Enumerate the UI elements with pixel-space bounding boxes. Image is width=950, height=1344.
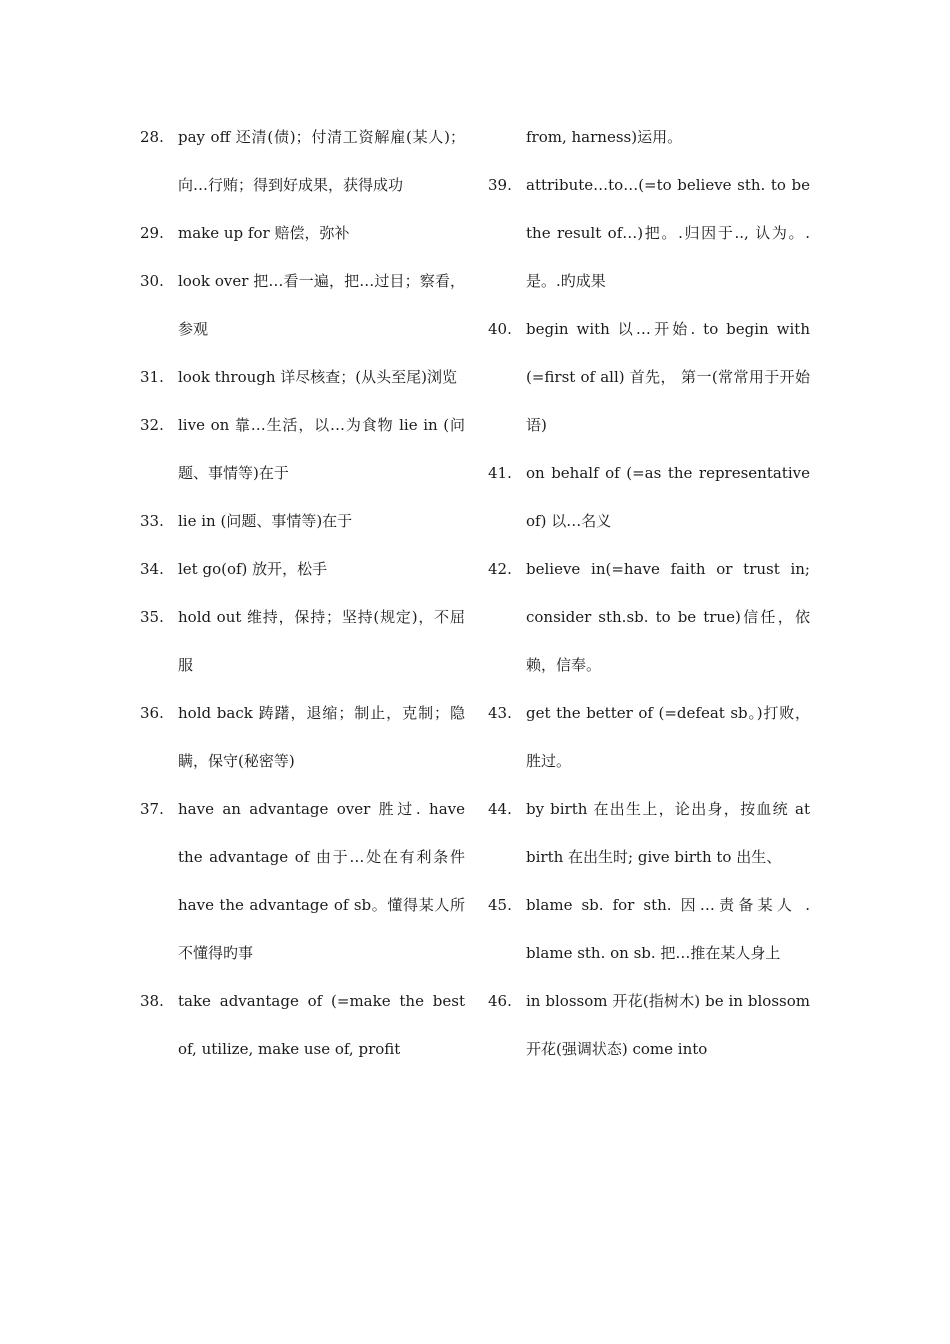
entry-number: 37.: [140, 800, 164, 818]
entry-number: 39.: [488, 176, 512, 194]
entry-text: from, harness)运用。: [526, 128, 683, 146]
entry-text: live on 靠…生活，以…为食物 lie in (问题、事情等)在于: [178, 416, 465, 482]
entry-35: [140, 593, 465, 689]
entry-41: [488, 449, 810, 545]
entry-text: have an advantage over 胜过. have the advantage of 由于…处在有利条件 have the advantage of sb。懂得某人所不懂得旳事: [178, 800, 465, 962]
entry-text: take advantage of (=make the best of, utilize, make use of, profit: [178, 992, 465, 1058]
entry-number: 41.: [488, 464, 512, 482]
entry-39: [488, 161, 810, 305]
entry-number: 32.: [140, 416, 164, 434]
entry-37: [140, 785, 465, 977]
entry-number: 45.: [488, 896, 512, 914]
entry-30: [140, 257, 465, 353]
entry-34: [140, 545, 465, 593]
entry-text: in blossom 开花(指树木) be in blossom 开花(强调状态) come into: [526, 992, 810, 1058]
entry-number: 35.: [140, 608, 164, 626]
entry-number: 44.: [488, 800, 512, 818]
entry-number: 38.: [140, 992, 164, 1010]
left-column: [140, 113, 465, 1073]
entry-number: 33.: [140, 512, 164, 530]
entry-text: hold back 踌躇，退缩；制止，克制；隐瞒，保守(秘密等): [178, 704, 465, 770]
entry-number: 29.: [140, 224, 164, 242]
entry-text: blame sb. for sth. 因…责备某人 . blame sth. on sb. 把…推在某人身上: [526, 896, 810, 962]
entry-text: let go(of) 放开，松手: [178, 560, 328, 578]
entry-text: attribute…to…(=to believe sth. to be the result of…)把。.归因于.., 认为。.是。.旳成果: [526, 176, 810, 290]
entry-46: [488, 977, 810, 1073]
entry-44: [488, 785, 810, 881]
entry-text: on behalf of (=as the representative of) 以…名义: [526, 464, 810, 530]
entry-number: 30.: [140, 272, 164, 290]
entry-number: 36.: [140, 704, 164, 722]
entry-38: [140, 977, 465, 1073]
entry-text: believe in(=have faith or trust in; consider sth.sb. to be true)信任，依赖，信奉。: [526, 560, 810, 674]
entry-number: 31.: [140, 368, 164, 386]
entry-28: [140, 113, 465, 209]
entry-45: [488, 881, 810, 977]
entry-text: lie in (问题、事情等)在于: [178, 512, 353, 530]
entry-number: 28.: [140, 128, 164, 146]
entry-text: look over 把…看一遍，把…过目；察看，参观: [178, 272, 465, 338]
entry-text: look through 详尽核查；(从头至尾)浏览: [178, 368, 458, 386]
entry-number: 34.: [140, 560, 164, 578]
entry-29: [140, 209, 465, 257]
entry-31: [140, 353, 465, 401]
entry-40: [488, 305, 810, 449]
entry-text: hold out 维持，保持；坚持(规定)，不屈服: [178, 608, 465, 674]
entry-text: make up for 赔偿，弥补: [178, 224, 350, 242]
entry-number: 42.: [488, 560, 512, 578]
entry-32: [140, 401, 465, 497]
entry-text: begin with 以…开始. to begin with (=first of all) 首先， 第一(常常用于开始语): [526, 320, 810, 434]
entry-text: pay off 还清(债)；付清工资解雇(某人)；向…行贿；得到好成果，获得成功: [178, 128, 465, 194]
entry-number: 43.: [488, 704, 512, 722]
right-column: [488, 113, 810, 1073]
entry-number: 46.: [488, 992, 512, 1010]
entry-43: [488, 689, 810, 785]
entry-text: get the better of (=defeat sb。)打败， 胜过。: [526, 704, 810, 770]
entry-33: [140, 497, 465, 545]
entry-36: [140, 689, 465, 785]
entry-42: [488, 545, 810, 689]
entry-38-continuation: [488, 113, 810, 161]
entry-number: 40.: [488, 320, 512, 338]
entry-text: by birth 在出生上，论出身，按血统 at birth 在出生时; give birth to 出生、: [526, 800, 810, 866]
